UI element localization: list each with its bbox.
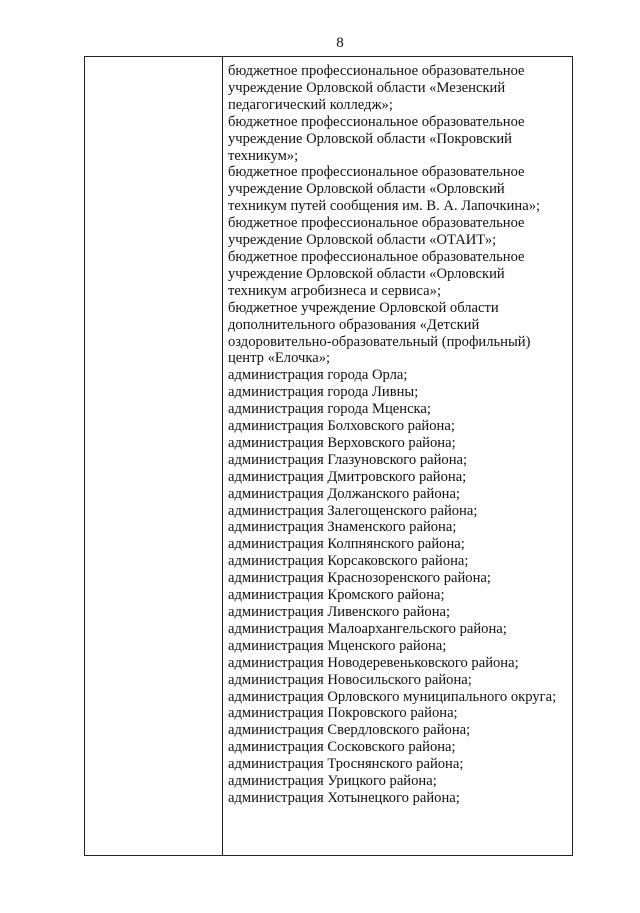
document-table (84, 56, 573, 856)
entry-line: бюджетное профессиональное образовательное (228, 248, 525, 265)
entry-line: учреждение Орловской области «Орловский (228, 181, 505, 198)
entry-line: администрация Краснозоренского района; (228, 570, 491, 587)
entry-line: техникум агробизнеса и сервиса»; (228, 282, 442, 299)
entry-line: оздоровительно-образовательный (профильный) (228, 333, 531, 350)
entry-line: бюджетное профессиональное образовательное (228, 164, 525, 181)
entry-line: администрация Малоархангельского района; (228, 620, 507, 637)
entry-line: учреждение Орловской области «ОТАИТ»; (228, 232, 497, 249)
entry-line: администрация Орловского муниципального округа; (228, 688, 557, 705)
entry-line: администрация Должанского района; (228, 485, 460, 502)
entry-line: администрация города Мценска; (228, 401, 431, 418)
entry-line: техникум»; (228, 147, 299, 164)
entry-line: учреждение Орловской области «Орловский (228, 265, 505, 282)
right-column-cell (228, 63, 572, 807)
page-number: 8 (336, 35, 344, 51)
entry-line: администрация Троснянского района; (228, 756, 464, 773)
column-divider (222, 57, 223, 855)
entry-line: администрация Сосковского района; (228, 739, 456, 756)
entry-line: администрация Залегощенского района; (228, 502, 478, 519)
entry-line: учреждение Орловской области «Мезенский (228, 79, 506, 96)
entry-line: администрация Глазуновского района; (228, 451, 468, 468)
entry-line: бюджетное профессиональное образовательное (228, 63, 525, 79)
entry-line: дополнительного образования «Детский (228, 316, 480, 333)
entry-line: администрация Новосильского района; (228, 671, 472, 688)
entry-line: администрация Новодеревеньковского района; (228, 654, 519, 671)
entry-line: администрация Свердловского района; (228, 722, 471, 739)
entry-line: администрация Хотынецкого района; (228, 789, 460, 806)
entry-line: администрация Кромского района; (228, 587, 445, 604)
entry-line: администрация Корсаковского района; (228, 553, 469, 570)
entry-line: бюджетное профессиональное образовательное (228, 215, 525, 232)
entry-line: администрация Колпнянского района; (228, 536, 465, 553)
entry-line: бюджетное учреждение Орловской области (228, 299, 499, 316)
entry-line: учреждение Орловской области «Покровский (228, 130, 512, 147)
entry-line: администрация Ливенского района; (228, 604, 451, 620)
entry-line: техникум путей сообщения им. В. А. Лапочкина»; (228, 198, 541, 215)
entry-line: педагогический колледж»; (228, 96, 393, 113)
entry-line: администрация города Ливны; (228, 384, 419, 401)
entry-line: администрация Мценского района; (228, 637, 447, 654)
entry-line: администрация города Орла; (228, 367, 408, 384)
entry-line: администрация Знаменского района; (228, 519, 457, 536)
entry-line: центр «Елочка»; (228, 350, 331, 367)
entry-line: администрация Урицкого района; (228, 773, 437, 790)
entry-line: администрация Покровского района; (228, 705, 458, 722)
entry-line: администрация Дмитровского района; (228, 468, 467, 485)
entry-line: администрация Болховского района; (228, 418, 455, 435)
entry-line: бюджетное профессиональное образовательное (228, 113, 525, 130)
entry-line: администрация Верховского района; (228, 434, 456, 451)
